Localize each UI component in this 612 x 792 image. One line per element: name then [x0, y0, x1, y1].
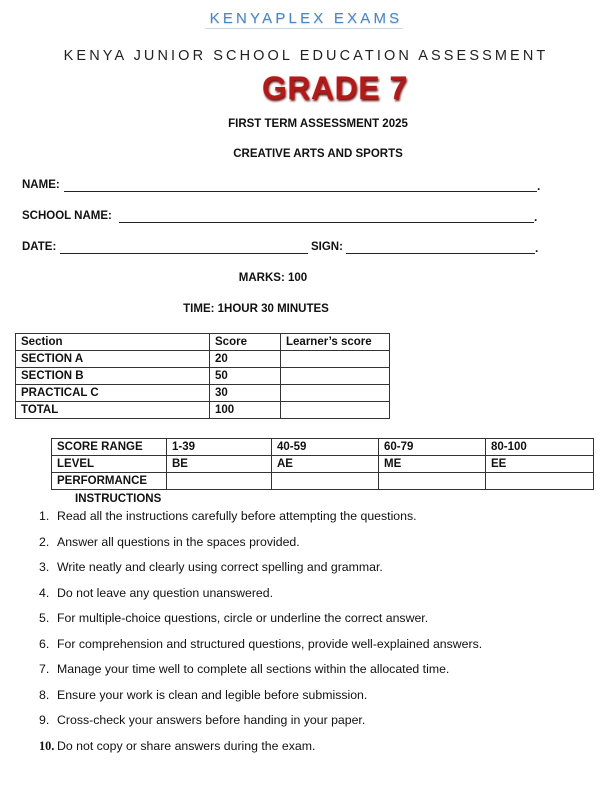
score-cell: 100 [210, 402, 281, 419]
brand-title: KENYAPLEX EXAMS [209, 10, 403, 27]
list-item [39, 637, 599, 663]
item-number: 10. [39, 738, 55, 753]
range-cell: 60-79 [379, 439, 486, 456]
header-learner-score: Learner’s score [281, 334, 390, 351]
row-label: LEVEL [52, 456, 167, 473]
range-cell: 40-59 [272, 439, 379, 456]
school-name-label: SCHOOL NAME: [22, 210, 112, 222]
table-row [52, 473, 594, 490]
marks-info: MARKS: 100 [238, 272, 308, 284]
item-text: Write neatly and clearly using correct spelling and grammar. [57, 560, 383, 574]
name-input-line[interactable] [64, 191, 537, 192]
list-item [39, 662, 599, 688]
item-text: Ensure your work is clean and legible before submission. [57, 687, 368, 702]
item-number: 5. [39, 611, 50, 625]
score-cell: 50 [210, 368, 281, 385]
item-text: Manage your time well to complete all sections within the allocated time. [57, 662, 450, 676]
level-cell: AE [272, 456, 379, 473]
instructions-title: INSTRUCTIONS [75, 493, 162, 505]
list-item [39, 509, 599, 535]
row-label: PERFORMANCE [52, 473, 167, 490]
time-info: TIME: 1HOUR 30 MINUTES [183, 303, 329, 315]
date-input-line[interactable] [60, 253, 308, 254]
level-cell: BE [167, 456, 272, 473]
score-cell: 20 [210, 351, 281, 368]
table-row [16, 368, 390, 385]
item-text: For multiple-choice questions, circle or underline the correct answer. [57, 611, 429, 625]
performance-cell[interactable] [379, 473, 486, 490]
performance-level-table [51, 438, 594, 490]
item-number: 2. [39, 534, 50, 549]
section-cell: PRACTICAL C [16, 385, 210, 402]
table-row [52, 439, 594, 456]
header-score: Score [210, 334, 281, 351]
term-title: FIRST TERM ASSESSMENT 2025 [228, 118, 408, 130]
item-number: 8. [39, 687, 50, 702]
level-cell: EE [486, 456, 594, 473]
sign-terminator: . [535, 241, 539, 255]
range-cell: 1-39 [167, 439, 272, 456]
item-text: Do not copy or share answers during the exam. [57, 738, 316, 753]
table-row [16, 351, 390, 368]
table-row [52, 456, 594, 473]
list-item [39, 713, 599, 739]
list-item [39, 739, 599, 765]
sign-label: SIGN: [311, 241, 343, 253]
section-cell: TOTAL [16, 402, 210, 419]
level-cell: ME [379, 456, 486, 473]
date-label: DATE: [22, 241, 57, 253]
item-number: 9. [39, 713, 50, 727]
grade-title: GRADE 7 [262, 70, 408, 106]
item-number: 3. [39, 560, 50, 574]
performance-cell[interactable] [486, 473, 594, 490]
learner-score-cell[interactable] [281, 402, 390, 419]
performance-cell[interactable] [167, 473, 272, 490]
learner-score-cell[interactable] [281, 368, 390, 385]
list-item [39, 611, 599, 637]
item-text: Answer all questions in the spaces provided. [57, 534, 300, 549]
list-item [39, 560, 599, 586]
item-number: 7. [39, 662, 50, 676]
instructions-list [39, 509, 599, 764]
item-number: 4. [39, 585, 50, 600]
marks-table [15, 333, 390, 419]
learner-score-cell[interactable] [281, 351, 390, 368]
item-text: Do not leave any question unanswered. [57, 585, 274, 600]
list-item [39, 535, 599, 561]
organization-title: KENYA JUNIOR SCHOOL EDUCATION ASSESSMENT [63, 48, 549, 64]
name-terminator: . [537, 179, 541, 193]
score-cell: 30 [210, 385, 281, 402]
subject-title: CREATIVE ARTS AND SPORTS [233, 148, 403, 160]
header-section: Section [16, 334, 210, 351]
school-name-terminator: . [534, 210, 538, 224]
list-item [39, 586, 599, 612]
learner-score-cell[interactable] [281, 385, 390, 402]
row-label: SCORE RANGE [52, 439, 167, 456]
school-name-input-line[interactable] [119, 222, 534, 223]
section-cell: SECTION B [16, 368, 210, 385]
range-cell: 80-100 [486, 439, 594, 456]
table-row [16, 402, 390, 419]
table-row [16, 385, 390, 402]
section-cell: SECTION A [16, 351, 210, 368]
performance-cell[interactable] [272, 473, 379, 490]
item-number: 6. [39, 636, 50, 651]
brand-underline [205, 28, 403, 29]
item-text: Read all the instructions carefully before attempting the questions. [57, 509, 417, 523]
name-label: NAME: [22, 179, 60, 191]
marks-table-header [16, 334, 390, 351]
sign-input-line[interactable] [346, 253, 535, 254]
item-number: 1. [39, 509, 50, 523]
item-text: Cross-check your answers before handing in your paper. [57, 713, 366, 727]
item-text: For comprehension and structured questions, provide well-explained answers. [57, 636, 483, 651]
list-item [39, 688, 599, 714]
